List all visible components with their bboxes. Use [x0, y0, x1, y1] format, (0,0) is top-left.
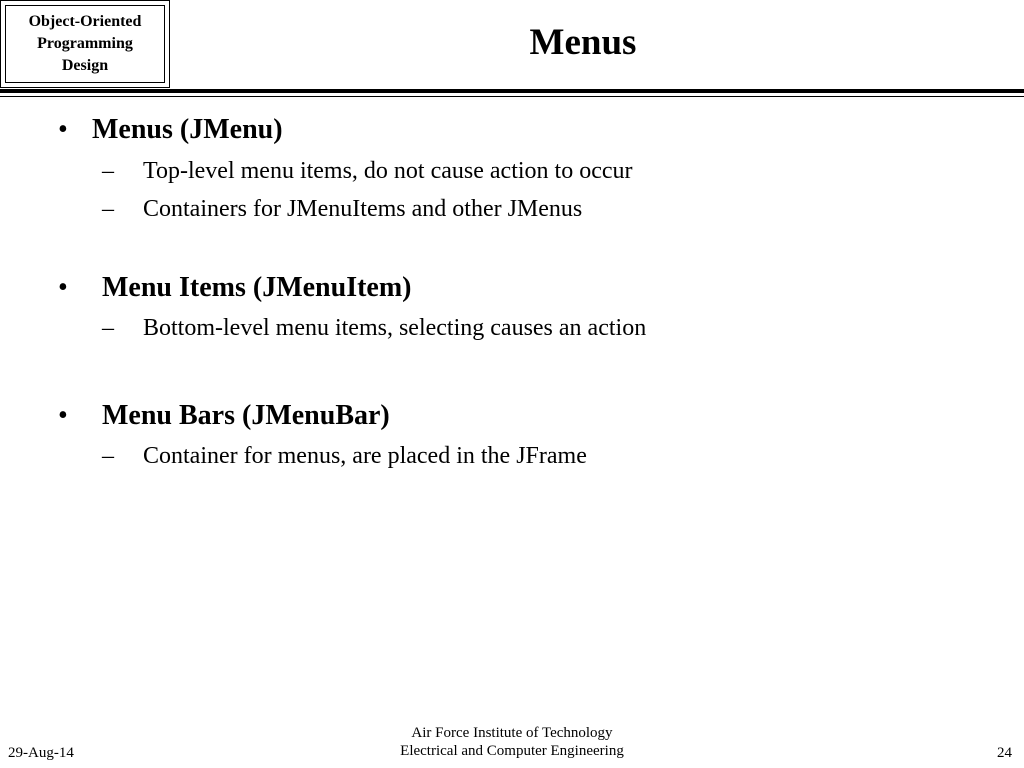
footer-department: Electrical and Computer Engineering	[400, 743, 624, 759]
slide-title: Menus	[529, 22, 637, 63]
bullet-text: Menu Items (JMenuItem)	[102, 272, 412, 303]
sub-text: Bottom-level menu items, selecting causes an action	[143, 315, 647, 341]
course-title-box	[0, 0, 170, 88]
course-title-inner	[5, 5, 165, 83]
bullet-marker: •	[58, 272, 68, 303]
sub-marker: –	[102, 196, 114, 222]
footer-institution-block	[312, 724, 712, 760]
course-title-line-1: Object-Oriented	[28, 13, 142, 30]
sub-marker: –	[102, 443, 114, 469]
bullet-marker: •	[58, 114, 68, 145]
footer-date: 29-Aug-14	[8, 745, 74, 761]
header-divider-thick	[0, 89, 1024, 93]
bullet-text: Menus (JMenu)	[92, 114, 283, 145]
course-title-line-3: Design	[61, 57, 109, 74]
footer-institution: Air Force Institute of Technology	[411, 725, 613, 741]
sub-marker: –	[102, 158, 114, 184]
bullet-marker: •	[58, 400, 68, 431]
sub-text: Container for menus, are placed in the JFrame	[143, 443, 587, 469]
bullet-text: Menu Bars (JMenuBar)	[102, 400, 390, 431]
footer-page-number: 24	[997, 745, 1012, 761]
sub-text: Containers for JMenuItems and other JMenus	[143, 196, 583, 222]
header-divider-thin	[0, 96, 1024, 97]
sub-marker: –	[102, 315, 114, 341]
course-title-line-2: Programming	[37, 35, 133, 52]
sub-text: Top-level menu items, do not cause action to occur	[143, 158, 633, 184]
